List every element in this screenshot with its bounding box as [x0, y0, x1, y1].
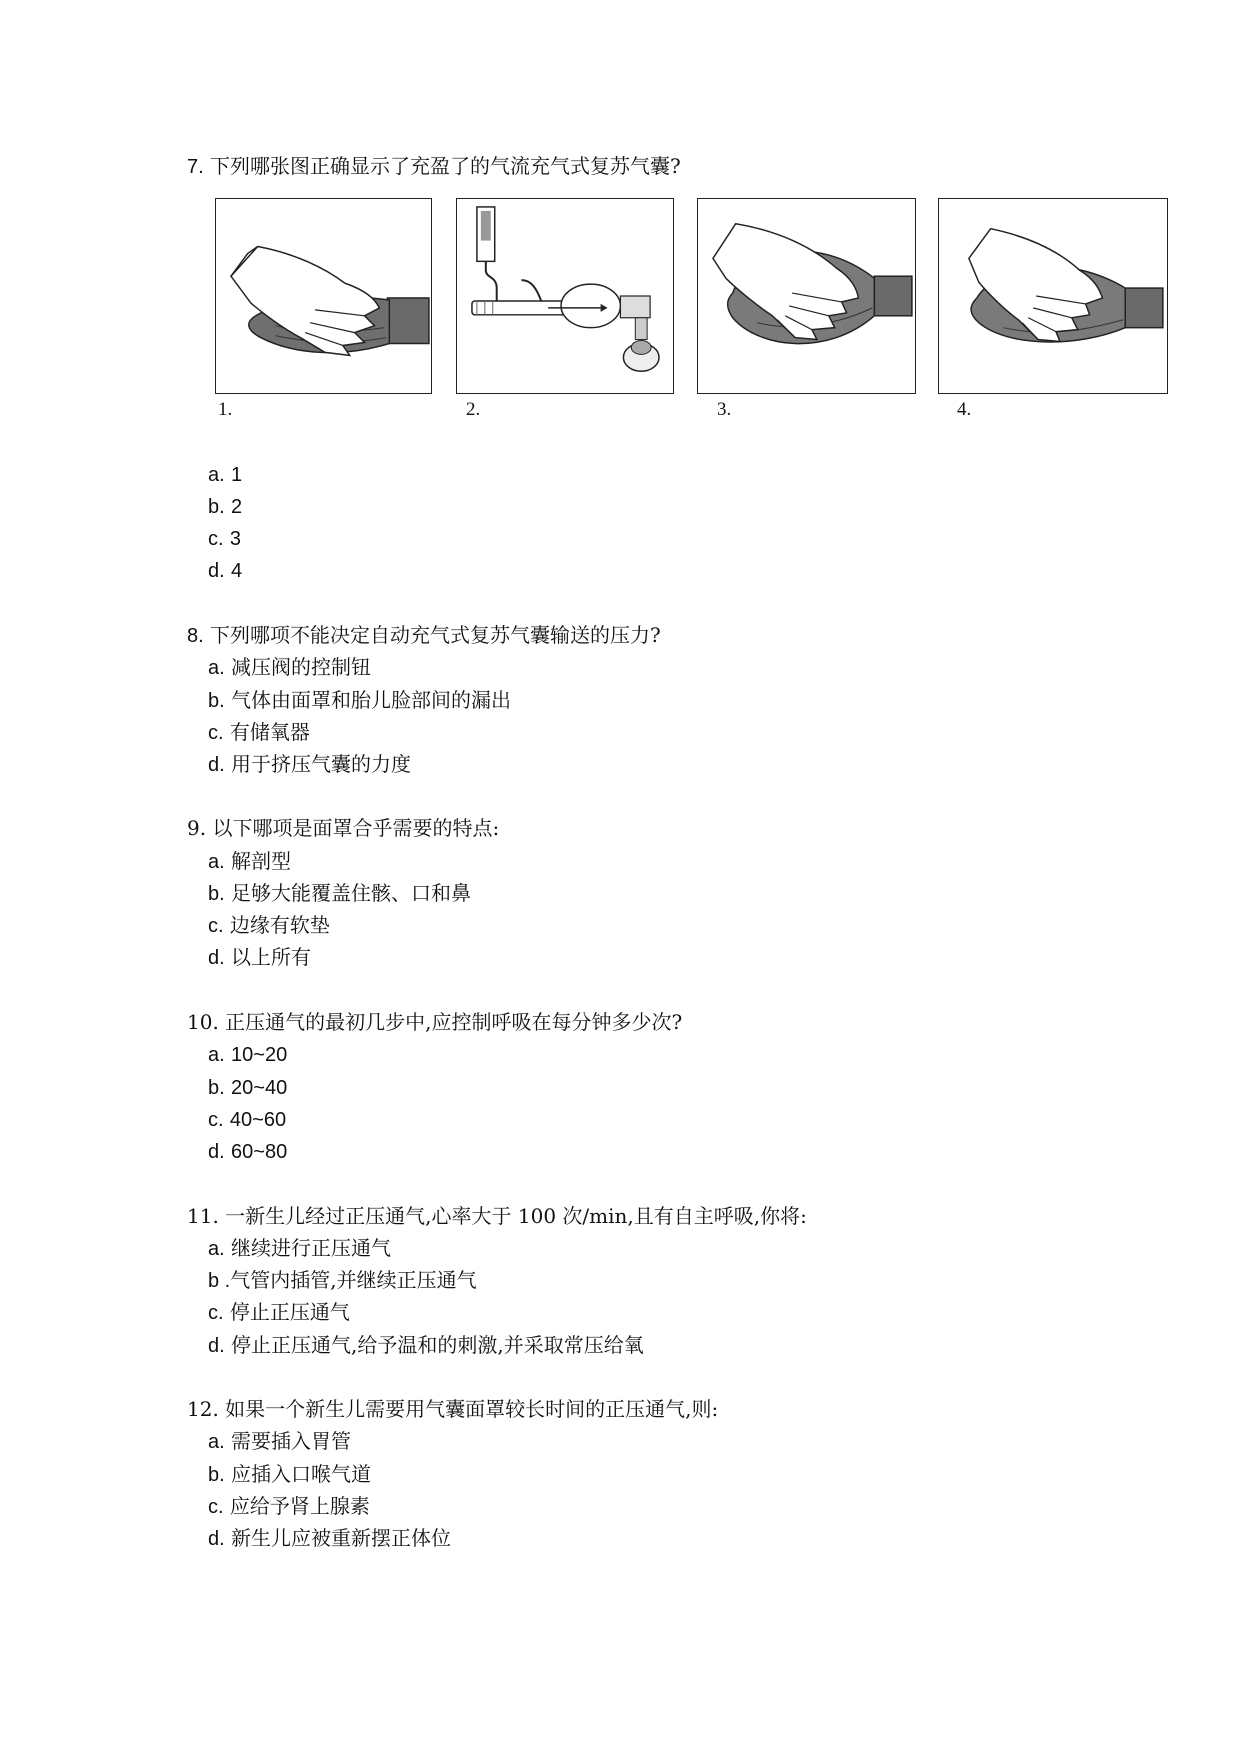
question-12-option-a[interactable]: a. 需要插入胃管 [208, 1429, 352, 1453]
figure-1-deflated-bag [215, 198, 432, 394]
question-12-option-c[interactable]: c. 应给予肾上腺素 [208, 1494, 370, 1518]
question-8-option-a[interactable]: a. 减压阀的控制钮 [208, 655, 372, 679]
question-number: 8. [187, 625, 204, 647]
question-number: 9. [187, 816, 207, 840]
question-7-option-d[interactable]: d. 4 [208, 560, 243, 582]
figure-4-caption: 4. [957, 399, 972, 420]
question-number: 10. [187, 1010, 219, 1034]
question-12-option-b[interactable]: b. 应插入口喉气道 [208, 1462, 372, 1486]
figure-4-bag [938, 198, 1168, 394]
question-9-option-c[interactable]: c. 边缘有软垫 [208, 913, 330, 937]
question-9-option-d[interactable]: d. 以上所有 [208, 945, 312, 969]
question-text: 以下哪项是面罩合乎需要的特点: [212, 816, 500, 840]
question-text: 正压通气的最初几步中,应控制呼吸在每分钟多少次? [225, 1010, 683, 1034]
hand-bag-image [216, 199, 431, 393]
question-10-option-b[interactable]: b. 20~40 [208, 1077, 288, 1099]
question-10-option-d[interactable]: d. 60~80 [208, 1141, 288, 1163]
hand-bag-image [939, 199, 1167, 393]
figure-2-flow-inflating-bag [456, 198, 674, 394]
question-9-option-a[interactable]: a. 解剖型 [208, 849, 292, 873]
question-11-title [187, 1204, 807, 1228]
figure-3-inflated-bag [697, 198, 916, 394]
question-11-option-b[interactable]: b .气管内插管,并继续正压通气 [208, 1268, 477, 1292]
question-8-option-c[interactable]: c. 有储氧器 [208, 720, 310, 744]
question-10-title [187, 1010, 682, 1034]
question-7-option-b[interactable]: b. 2 [208, 496, 243, 518]
question-11-option-c[interactable]: c. 停止正压通气 [208, 1300, 350, 1324]
question-text: 下列哪张图正确显示了充盈了的气流充气式复苏气囊? [210, 154, 681, 178]
question-12-title [187, 1397, 718, 1421]
question-text: 下列哪项不能决定自动充气式复苏气囊输送的压力? [210, 623, 661, 647]
figure-3-caption: 3. [717, 399, 732, 420]
question-number: 12. [187, 1397, 219, 1421]
flow-inflating-assembly-image [457, 199, 673, 393]
question-text: 一新生儿经过正压通气,心率大于 100 次/min,且有自主呼吸,你将: [225, 1204, 807, 1228]
question-7-option-c[interactable]: c. 3 [208, 528, 242, 550]
question-11-option-d[interactable]: d. 停止正压通气,给予温和的刺激,并采取常压给氧 [208, 1333, 644, 1357]
question-8-option-b[interactable]: b. 气体由面罩和胎儿脸部间的漏出 [208, 688, 512, 712]
question-number: 7. [187, 156, 204, 178]
figure-2-caption: 2. [466, 399, 481, 420]
question-10-option-a[interactable]: a. 10~20 [208, 1044, 288, 1066]
question-number: 11. [187, 1204, 219, 1228]
question-9-option-b[interactable]: b. 足够大能覆盖住骸、口和鼻 [208, 881, 472, 905]
question-10-option-c[interactable]: c. 40~60 [208, 1109, 287, 1131]
question-9-title [187, 816, 499, 840]
question-7-title [187, 154, 681, 179]
hand-bag-image [698, 199, 915, 393]
question-11-option-a[interactable]: a. 继续进行正压通气 [208, 1236, 392, 1260]
question-8-title [187, 623, 661, 648]
question-text: 如果一个新生儿需要用气囊面罩较长时间的正压通气,则: [225, 1397, 719, 1421]
question-12-option-d[interactable]: d. 新生儿应被重新摆正体位 [208, 1526, 452, 1550]
question-7-option-a[interactable]: a. 1 [208, 464, 243, 486]
figure-1-caption: 1. [218, 399, 233, 420]
question-8-option-d[interactable]: d. 用于挤压气囊的力度 [208, 752, 412, 776]
